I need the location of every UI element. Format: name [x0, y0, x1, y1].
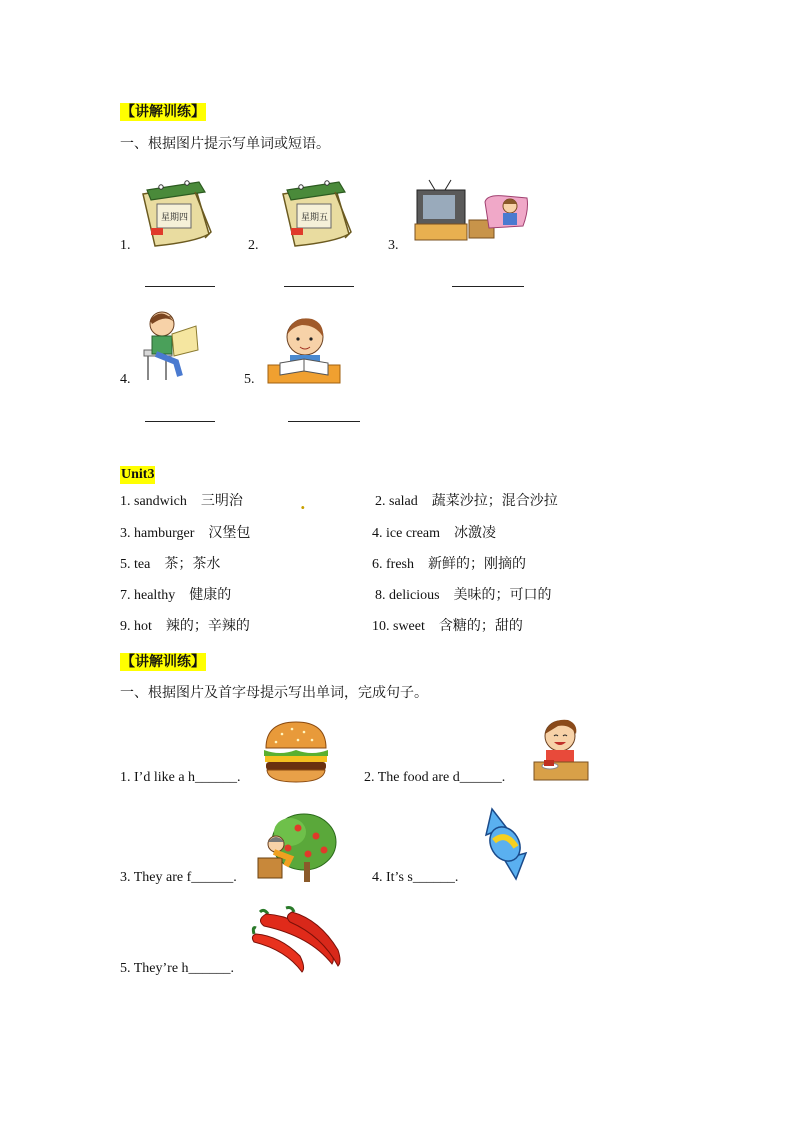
chili-peppers-image [250, 906, 345, 974]
answer-blank[interactable] [288, 420, 360, 422]
section-instruction: 一、根据图片及首字母提示写出单词，完成句子。 [120, 685, 428, 701]
sentence-2: 2. The food are d______. [364, 770, 506, 785]
section-instruction: 一、根据图片提示写单词或短语。 [120, 136, 330, 152]
vocab-item: 8. delicious 美味的；可口的 [375, 587, 552, 603]
item-number: 5. [244, 372, 255, 387]
do-homework-image [268, 313, 340, 383]
vocab-item: 10. sweet 含糖的；甜的 [372, 618, 523, 634]
answer-blank[interactable] [284, 285, 354, 287]
item-number: 2. [248, 238, 259, 253]
calendar-friday-image [275, 172, 353, 252]
item-number: 4. [120, 372, 131, 387]
answer-blank[interactable] [145, 420, 215, 422]
boy-eating-image [532, 714, 590, 782]
answer-blank[interactable] [145, 285, 215, 287]
calendar-label: 星期五 [301, 213, 329, 223]
dot-mark: . [300, 494, 306, 513]
vocab-item: 5. tea 茶；茶水 [120, 556, 221, 572]
section-tag: 【讲解训练】 [121, 654, 205, 670]
sentence-3: 3. They are f______. [120, 870, 237, 885]
fresh-fruit-tree-image [254, 810, 338, 884]
item-number: 1. [120, 238, 131, 253]
vocab-item: 6. fresh 新鲜的；刚摘的 [372, 556, 526, 572]
calendar-label: 星期四 [161, 213, 189, 223]
watch-tv-image [415, 180, 530, 242]
hamburger-image [262, 718, 330, 786]
vocab-item: 7. healthy 健康的 [120, 587, 232, 603]
read-books-image [140, 306, 202, 382]
section-tag: 【讲解训练】 [121, 104, 205, 120]
vocab-item: 3. hamburger 汉堡包 [120, 525, 251, 541]
vocab-item: 2. salad 蔬菜沙拉；混合沙拉 [375, 493, 558, 509]
vocab-item: 1. sandwich 三明治 [120, 493, 243, 509]
vocab-item: 9. hot 辣的；辛辣的 [120, 618, 250, 634]
item-number: 3. [388, 238, 399, 253]
unit-title: Unit3 [121, 467, 155, 482]
answer-blank[interactable] [452, 285, 524, 287]
calendar-thursday-image [135, 172, 213, 252]
sentence-5: 5. They’re h______. [120, 961, 235, 976]
sentence-1: 1. I’d like a h______. [120, 770, 241, 785]
sentence-4: 4. It’s s______. [372, 870, 459, 885]
vocab-item: 4. ice cream 冰激凌 [372, 525, 497, 541]
candy-image [470, 805, 538, 883]
